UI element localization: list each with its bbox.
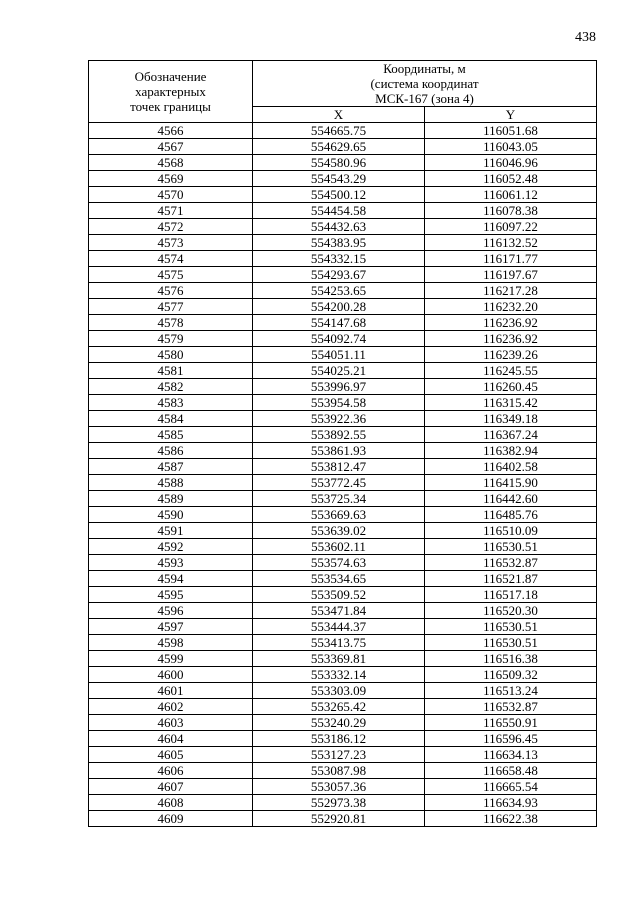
coords-header-line: МСК-167 (зона 4) <box>375 91 474 106</box>
y-coordinate-cell: 116634.93 <box>425 795 597 811</box>
x-coordinate-cell: 553127.23 <box>253 747 425 763</box>
page-number: 438 <box>575 30 596 45</box>
coordinates-table <box>88 60 597 827</box>
y-coordinate-cell: 116402.58 <box>425 459 597 475</box>
y-coordinate-cell: 116509.32 <box>425 667 597 683</box>
point-id-cell: 4588 <box>89 475 253 491</box>
x-coordinate-cell: 553369.81 <box>253 651 425 667</box>
point-id-cell: 4608 <box>89 795 253 811</box>
point-id-cell: 4602 <box>89 699 253 715</box>
table-row <box>89 555 597 571</box>
table-row <box>89 443 597 459</box>
table-row <box>89 315 597 331</box>
x-coordinate-cell: 554454.58 <box>253 203 425 219</box>
x-coordinate-cell: 554200.28 <box>253 299 425 315</box>
table-body <box>89 123 597 827</box>
point-id-cell: 4579 <box>89 331 253 347</box>
point-id-cell: 4598 <box>89 635 253 651</box>
x-coordinate-cell: 554383.95 <box>253 235 425 251</box>
point-id-cell: 4583 <box>89 395 253 411</box>
y-coordinate-cell: 116260.45 <box>425 379 597 395</box>
y-coordinate-cell: 116197.67 <box>425 267 597 283</box>
x-coordinate-cell: 553265.42 <box>253 699 425 715</box>
y-coordinate-cell: 116513.24 <box>425 683 597 699</box>
point-id-cell: 4604 <box>89 731 253 747</box>
table-row <box>89 811 597 827</box>
x-coordinate-cell: 552973.38 <box>253 795 425 811</box>
point-id-cell: 4593 <box>89 555 253 571</box>
table-row <box>89 187 597 203</box>
point-id-cell: 4607 <box>89 779 253 795</box>
y-coordinate-cell: 116516.38 <box>425 651 597 667</box>
y-coordinate-cell: 116367.24 <box>425 427 597 443</box>
y-coordinate-cell: 116530.51 <box>425 539 597 555</box>
y-coordinate-cell: 116132.52 <box>425 235 597 251</box>
point-id-cell: 4599 <box>89 651 253 667</box>
table-row <box>89 667 597 683</box>
point-id-cell: 4576 <box>89 283 253 299</box>
y-coordinate-cell: 116665.54 <box>425 779 597 795</box>
x-column-header: X <box>253 107 425 123</box>
y-coordinate-cell: 116382.94 <box>425 443 597 459</box>
table-row <box>89 571 597 587</box>
y-coordinate-cell: 116349.18 <box>425 411 597 427</box>
table-row <box>89 699 597 715</box>
point-id-cell: 4580 <box>89 347 253 363</box>
table-row <box>89 459 597 475</box>
x-coordinate-cell: 553922.36 <box>253 411 425 427</box>
y-coordinate-cell: 116550.91 <box>425 715 597 731</box>
table-row <box>89 779 597 795</box>
point-id-cell: 4592 <box>89 539 253 555</box>
x-coordinate-cell: 553534.65 <box>253 571 425 587</box>
y-coordinate-cell: 116520.30 <box>425 603 597 619</box>
coords-header-line: (система координат <box>370 76 479 91</box>
x-coordinate-cell: 553240.29 <box>253 715 425 731</box>
table-row <box>89 283 597 299</box>
y-coordinate-cell: 116315.42 <box>425 395 597 411</box>
table-row <box>89 427 597 443</box>
y-coordinate-cell: 116051.68 <box>425 123 597 139</box>
table-row <box>89 395 597 411</box>
table-row <box>89 171 597 187</box>
y-coordinate-cell: 116052.48 <box>425 171 597 187</box>
y-column-header: Y <box>425 107 597 123</box>
table-row <box>89 203 597 219</box>
table-row <box>89 619 597 635</box>
y-coordinate-cell: 116596.45 <box>425 731 597 747</box>
point-column-header <box>89 61 253 123</box>
table-row <box>89 731 597 747</box>
x-coordinate-cell: 554051.11 <box>253 347 425 363</box>
point-id-cell: 4573 <box>89 235 253 251</box>
x-coordinate-cell: 553444.37 <box>253 619 425 635</box>
y-coordinate-cell: 116232.20 <box>425 299 597 315</box>
y-coordinate-cell: 116634.13 <box>425 747 597 763</box>
point-id-cell: 4605 <box>89 747 253 763</box>
table-row <box>89 267 597 283</box>
y-coordinate-cell: 116658.48 <box>425 763 597 779</box>
point-id-cell: 4606 <box>89 763 253 779</box>
x-coordinate-cell: 553892.55 <box>253 427 425 443</box>
table-row <box>89 587 597 603</box>
table-row <box>89 763 597 779</box>
x-coordinate-cell: 553772.45 <box>253 475 425 491</box>
x-coordinate-cell: 554580.96 <box>253 155 425 171</box>
point-id-cell: 4596 <box>89 603 253 619</box>
point-id-cell: 4594 <box>89 571 253 587</box>
point-id-cell: 4595 <box>89 587 253 603</box>
y-coordinate-cell: 116217.28 <box>425 283 597 299</box>
point-id-cell: 4587 <box>89 459 253 475</box>
x-coordinate-cell: 553303.09 <box>253 683 425 699</box>
point-id-cell: 4575 <box>89 267 253 283</box>
table-row <box>89 363 597 379</box>
x-coordinate-cell: 554500.12 <box>253 187 425 203</box>
y-coordinate-cell: 116097.22 <box>425 219 597 235</box>
y-coordinate-cell: 116043.05 <box>425 139 597 155</box>
y-coordinate-cell: 116061.12 <box>425 187 597 203</box>
point-id-cell: 4574 <box>89 251 253 267</box>
y-coordinate-cell: 116532.87 <box>425 555 597 571</box>
x-coordinate-cell: 553509.52 <box>253 587 425 603</box>
y-coordinate-cell: 116046.96 <box>425 155 597 171</box>
x-coordinate-cell: 553602.11 <box>253 539 425 555</box>
x-coordinate-cell: 554293.67 <box>253 267 425 283</box>
x-coordinate-cell: 554253.65 <box>253 283 425 299</box>
y-coordinate-cell: 116078.38 <box>425 203 597 219</box>
point-id-cell: 4578 <box>89 315 253 331</box>
x-coordinate-cell: 553186.12 <box>253 731 425 747</box>
point-id-cell: 4603 <box>89 715 253 731</box>
x-coordinate-cell: 553574.63 <box>253 555 425 571</box>
point-header-line: точек границы <box>130 99 211 114</box>
x-coordinate-cell: 553087.98 <box>253 763 425 779</box>
point-id-cell: 4577 <box>89 299 253 315</box>
y-coordinate-cell: 116236.92 <box>425 315 597 331</box>
table-row <box>89 795 597 811</box>
y-coordinate-cell: 116532.87 <box>425 699 597 715</box>
table-row <box>89 139 597 155</box>
x-coordinate-cell: 554543.29 <box>253 171 425 187</box>
coordinates-column-header <box>253 61 597 107</box>
y-coordinate-cell: 116530.51 <box>425 619 597 635</box>
x-coordinate-cell: 554629.65 <box>253 139 425 155</box>
table-row <box>89 123 597 139</box>
table-row <box>89 379 597 395</box>
x-coordinate-cell: 553996.97 <box>253 379 425 395</box>
table-row <box>89 715 597 731</box>
x-coordinate-cell: 554432.63 <box>253 219 425 235</box>
table-row <box>89 299 597 315</box>
y-coordinate-cell: 116171.77 <box>425 251 597 267</box>
point-id-cell: 4569 <box>89 171 253 187</box>
x-coordinate-cell: 553669.63 <box>253 507 425 523</box>
point-id-cell: 4591 <box>89 523 253 539</box>
point-id-cell: 4566 <box>89 123 253 139</box>
x-coordinate-cell: 554147.68 <box>253 315 425 331</box>
table-row <box>89 251 597 267</box>
table-row <box>89 235 597 251</box>
point-id-cell: 4582 <box>89 379 253 395</box>
point-id-cell: 4571 <box>89 203 253 219</box>
table-row <box>89 219 597 235</box>
x-coordinate-cell: 553413.75 <box>253 635 425 651</box>
point-id-cell: 4590 <box>89 507 253 523</box>
table-row <box>89 491 597 507</box>
table-row <box>89 331 597 347</box>
coords-header-line: Координаты, м <box>383 61 466 76</box>
y-coordinate-cell: 116530.51 <box>425 635 597 651</box>
x-coordinate-cell: 554025.21 <box>253 363 425 379</box>
table-row <box>89 475 597 491</box>
point-id-cell: 4589 <box>89 491 253 507</box>
point-id-cell: 4597 <box>89 619 253 635</box>
point-id-cell: 4572 <box>89 219 253 235</box>
point-id-cell: 4586 <box>89 443 253 459</box>
point-id-cell: 4601 <box>89 683 253 699</box>
y-coordinate-cell: 116245.55 <box>425 363 597 379</box>
point-id-cell: 4600 <box>89 667 253 683</box>
point-id-cell: 4567 <box>89 139 253 155</box>
table-row <box>89 603 597 619</box>
y-coordinate-cell: 116236.92 <box>425 331 597 347</box>
point-id-cell: 4568 <box>89 155 253 171</box>
point-id-cell: 4570 <box>89 187 253 203</box>
y-coordinate-cell: 116239.26 <box>425 347 597 363</box>
y-coordinate-cell: 116510.09 <box>425 523 597 539</box>
x-coordinate-cell: 554332.15 <box>253 251 425 267</box>
x-coordinate-cell: 554092.74 <box>253 331 425 347</box>
point-id-cell: 4609 <box>89 811 253 827</box>
y-coordinate-cell: 116521.87 <box>425 571 597 587</box>
y-coordinate-cell: 116622.38 <box>425 811 597 827</box>
table-row <box>89 747 597 763</box>
table-row <box>89 347 597 363</box>
point-header-line: характерных <box>135 84 206 99</box>
x-coordinate-cell: 554665.75 <box>253 123 425 139</box>
table-row <box>89 507 597 523</box>
x-coordinate-cell: 553954.58 <box>253 395 425 411</box>
x-coordinate-cell: 553332.14 <box>253 667 425 683</box>
y-coordinate-cell: 116442.60 <box>425 491 597 507</box>
table-row <box>89 635 597 651</box>
x-coordinate-cell: 553639.02 <box>253 523 425 539</box>
point-id-cell: 4585 <box>89 427 253 443</box>
y-coordinate-cell: 116485.76 <box>425 507 597 523</box>
x-coordinate-cell: 553057.36 <box>253 779 425 795</box>
x-coordinate-cell: 553725.34 <box>253 491 425 507</box>
y-coordinate-cell: 116517.18 <box>425 587 597 603</box>
y-coordinate-cell: 116415.90 <box>425 475 597 491</box>
point-id-cell: 4581 <box>89 363 253 379</box>
table-row <box>89 539 597 555</box>
table-row <box>89 651 597 667</box>
table-row <box>89 155 597 171</box>
point-id-cell: 4584 <box>89 411 253 427</box>
table-row <box>89 411 597 427</box>
x-coordinate-cell: 552920.81 <box>253 811 425 827</box>
x-coordinate-cell: 553471.84 <box>253 603 425 619</box>
point-header-line: Обозначение <box>134 69 207 84</box>
table-row <box>89 523 597 539</box>
table-row <box>89 683 597 699</box>
x-coordinate-cell: 553812.47 <box>253 459 425 475</box>
x-coordinate-cell: 553861.93 <box>253 443 425 459</box>
